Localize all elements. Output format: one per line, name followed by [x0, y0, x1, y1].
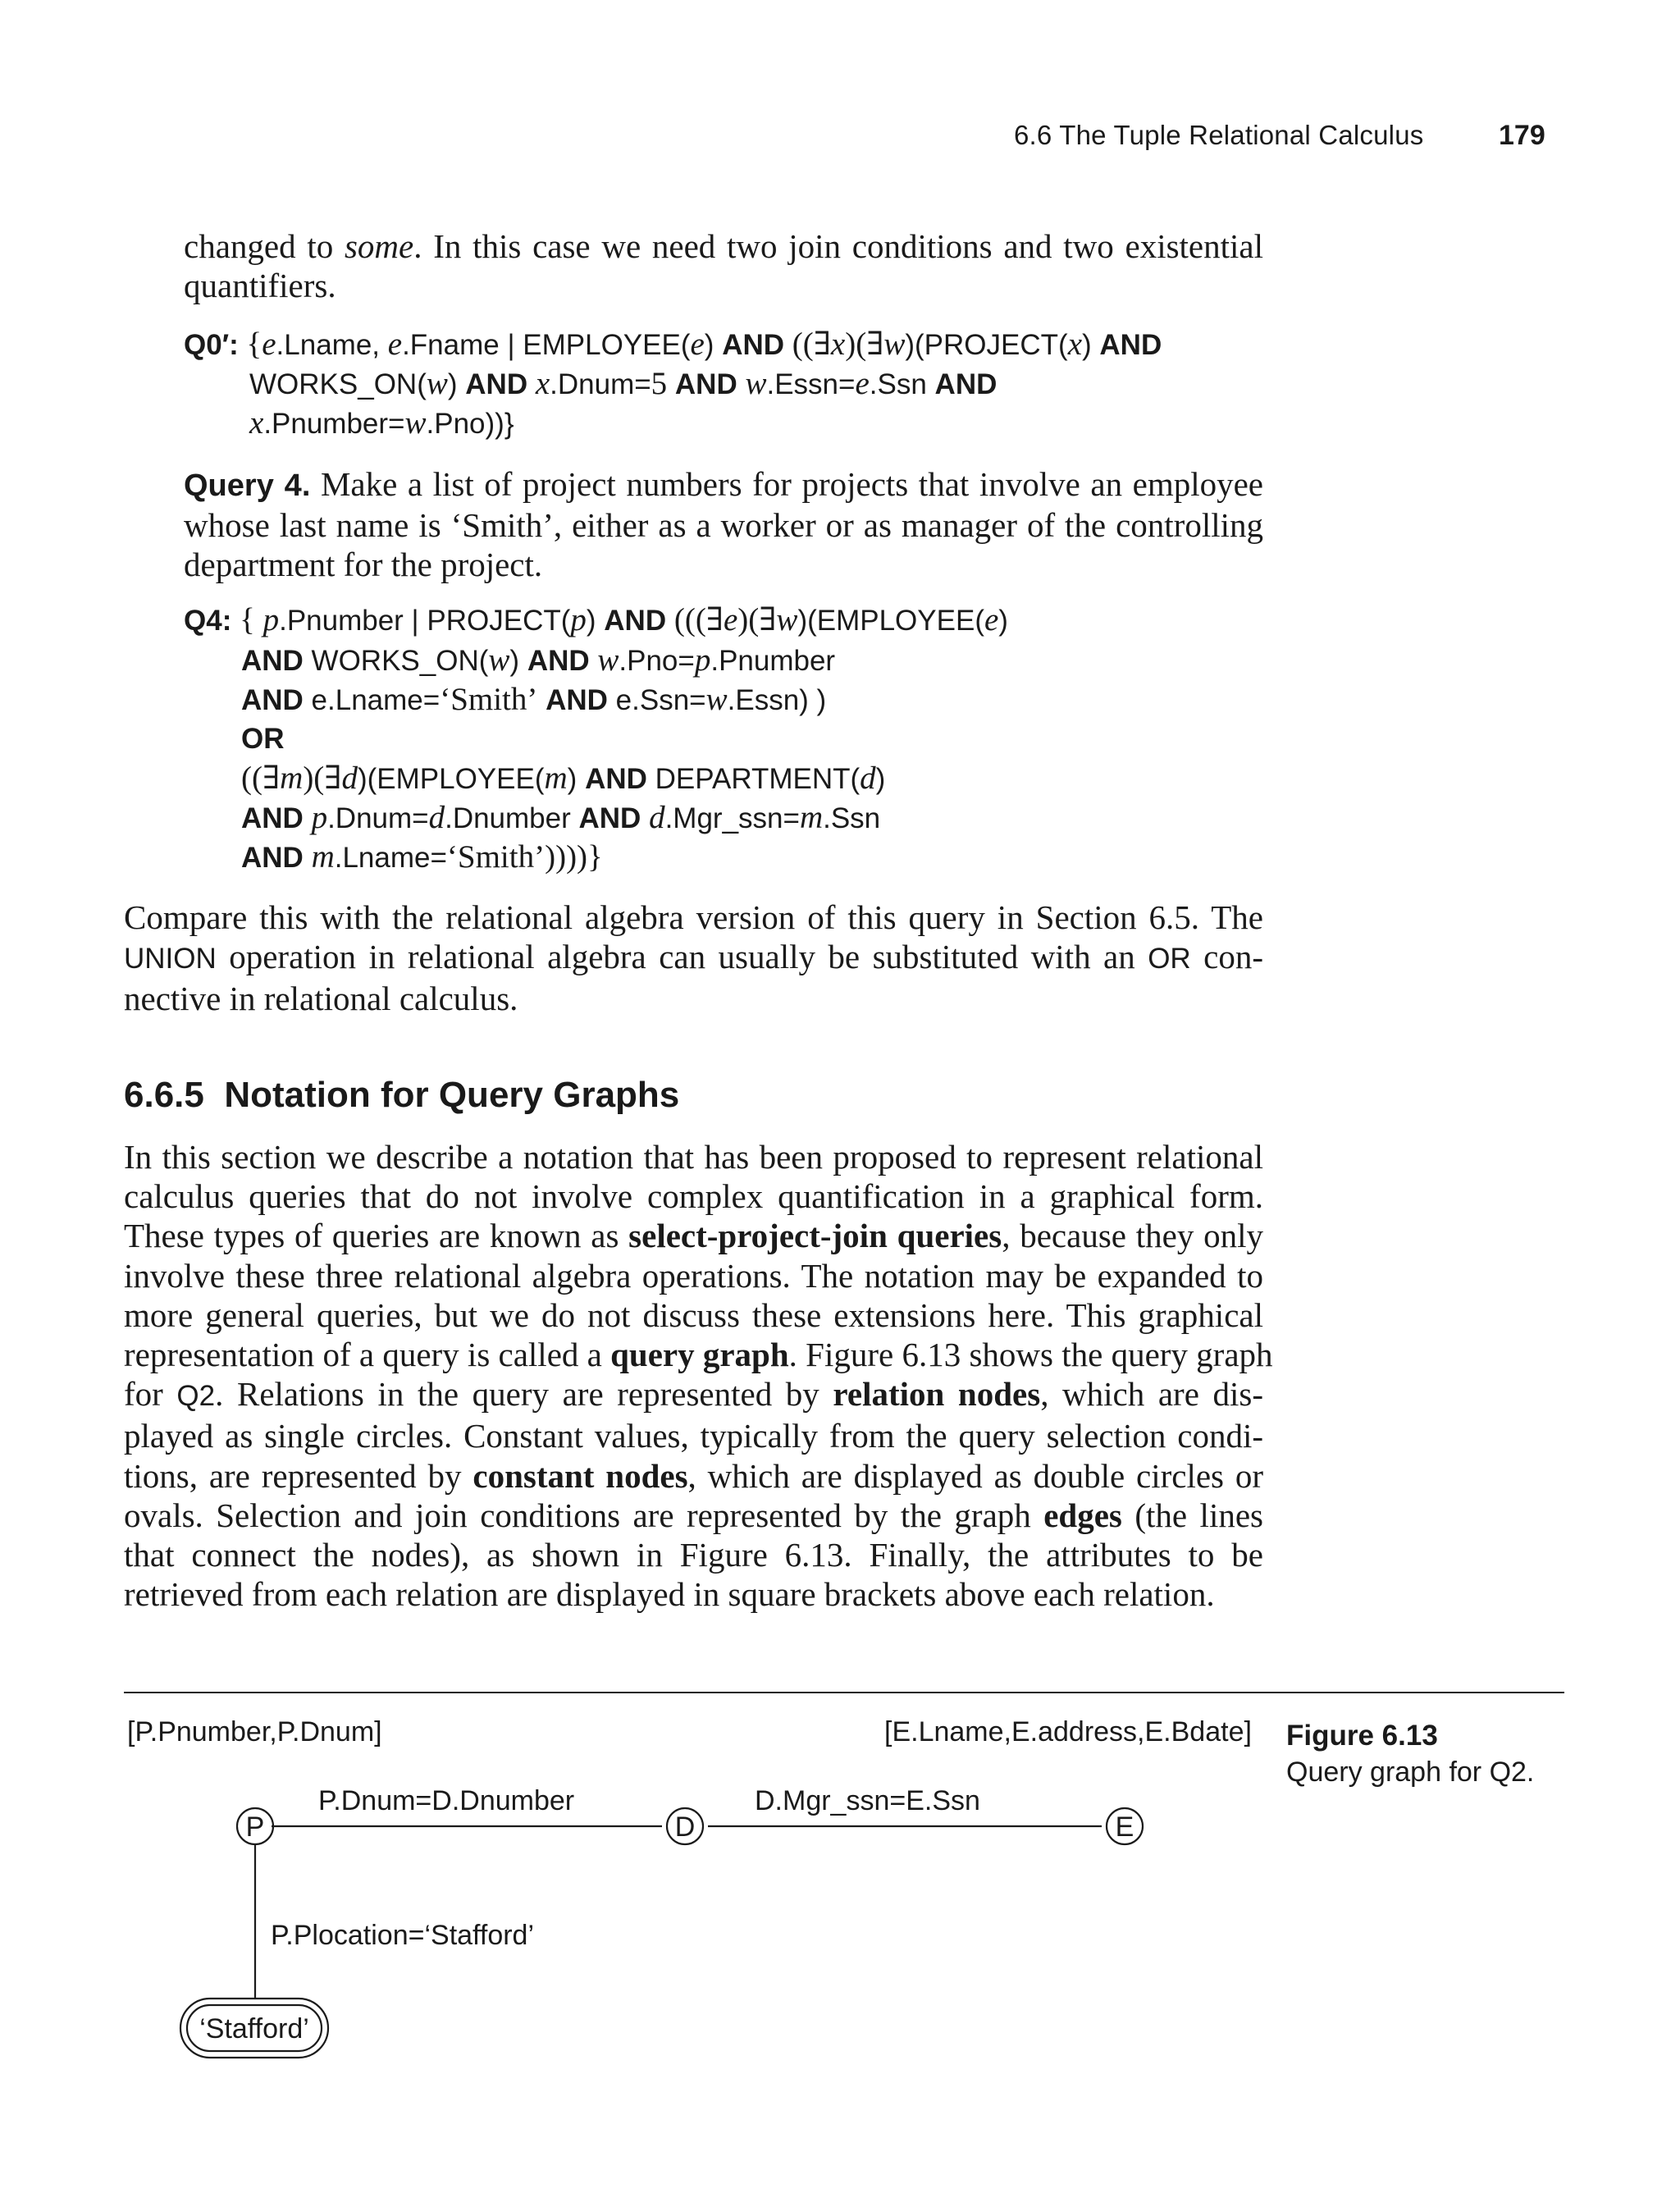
- query-token: p: [311, 800, 328, 835]
- query-token: d: [341, 761, 358, 796]
- query-token: w: [883, 327, 906, 362]
- attr-list-p: [P.Pnumber,P.Dnum]: [127, 1716, 382, 1747]
- query-token: .Pnumber=: [263, 408, 405, 440]
- query-token: x: [249, 405, 264, 441]
- query-token: .Pno=: [619, 645, 695, 677]
- query-token: e: [262, 327, 276, 362]
- query-token: AND: [585, 763, 647, 795]
- query-token: x: [830, 327, 846, 362]
- body-line-4: involve these three relational algebra operations. The notation may be expanded to: [124, 1256, 1263, 1295]
- query-token: .Pno))}: [426, 408, 514, 440]
- compare-line-3: nective in relational calculus.: [124, 980, 518, 1018]
- query-token: .Essn=: [766, 368, 856, 400]
- query-token: ): [509, 645, 527, 677]
- query-token: AND: [527, 645, 590, 677]
- query-token: e.Lname=: [303, 684, 441, 716]
- query-token: WORKS_ON(: [249, 368, 427, 400]
- query-token: AND: [465, 368, 528, 400]
- q0-line-3: [249, 404, 514, 444]
- page-number: 179: [1499, 120, 1545, 151]
- q4-line-7: [241, 838, 603, 878]
- section-heading: [124, 1075, 679, 1116]
- body-line-7: for Q2. Relations in the query are represented by relation nodes, which are dis-: [124, 1375, 1264, 1414]
- term-select-project-join: select-project-join queries: [628, 1217, 1002, 1255]
- query4-line-2: whose last name is ‘Smith’, either as a worker or as manager of the controlling: [184, 506, 1263, 545]
- query-token: )(∃: [845, 327, 884, 362]
- query-token: AND: [1099, 329, 1162, 361]
- query-token: w: [776, 602, 798, 637]
- body-line-1: In this section we describe a notation that has been proposed to represent relational: [124, 1138, 1263, 1176]
- query-token: ((∃: [784, 327, 831, 362]
- query-token: .Dnum=: [327, 802, 429, 834]
- query-token: [304, 842, 312, 874]
- query-graph-figure: [0, 1693, 1680, 2202]
- query-token: .Pnumber: [710, 645, 836, 677]
- query-token: e: [855, 366, 870, 401]
- node-e-label: E: [1115, 1811, 1134, 1843]
- node-d-label: D: [674, 1811, 696, 1843]
- query-token: x: [535, 366, 550, 401]
- query-token: ((∃: [241, 761, 281, 796]
- query-token: ‘Smith’: [440, 682, 538, 717]
- query-token: w: [705, 682, 728, 717]
- node-p-label: P: [245, 1811, 265, 1843]
- figure-title: Figure 6.13: [1286, 1720, 1438, 1752]
- query-token: [304, 802, 312, 834]
- union-keyword: UNION: [124, 943, 217, 975]
- section-number: 6.6.5: [124, 1075, 204, 1115]
- query-token: AND: [722, 329, 785, 361]
- term-constant-nodes: constant nodes: [472, 1456, 688, 1495]
- query-token: ): [586, 605, 605, 637]
- query-token: .Fname | EMPLOYEE(: [402, 329, 691, 361]
- query-token: WORKS_ON(: [303, 645, 489, 677]
- query-token: )(PROJECT(: [905, 329, 1068, 361]
- query-token: DEPARTMENT(: [646, 763, 861, 795]
- query-token: AND: [241, 842, 304, 874]
- intro-paragraph: [184, 226, 1263, 305]
- query-token: .Ssn: [823, 802, 881, 834]
- q0-line-2: [249, 364, 997, 404]
- query-token: OR: [241, 723, 285, 755]
- running-head: 6.6 The Tuple Relational Calculus: [1014, 120, 1424, 150]
- query-token: w: [488, 642, 510, 678]
- query-token: AND: [241, 802, 304, 834]
- query-token: e: [984, 602, 999, 637]
- body-line-9: tions, are represented by constant nodes, which are displayed as double circles or: [124, 1456, 1263, 1495]
- edge-label-d-e: D.Mgr_ssn=E.Ssn: [755, 1785, 980, 1816]
- term-edges: edges: [1043, 1496, 1122, 1534]
- body-line-2: calculus queries that do not involve complex quantification in a graphical form.: [124, 1177, 1263, 1216]
- query-token: [590, 645, 598, 677]
- query-token: x: [1067, 327, 1082, 362]
- body-line-11: that connect the nodes), as shown in Figure 6.13. Finally, the attributes to be: [124, 1536, 1263, 1574]
- query-token: {: [231, 602, 263, 637]
- query-token: [527, 368, 536, 400]
- query-token: [641, 802, 649, 834]
- query-token: m: [799, 800, 824, 835]
- query-token: p: [694, 642, 711, 678]
- query-token: [667, 368, 675, 400]
- query-token: 5: [651, 366, 668, 401]
- q2-ref: Q2: [176, 1380, 216, 1413]
- query-token: .Ssn: [869, 368, 935, 400]
- query-token: p: [570, 602, 587, 637]
- q0-line-1-content: [239, 329, 1162, 361]
- query-token: AND: [578, 802, 641, 834]
- query-token: w: [597, 642, 619, 678]
- query4-label: Query 4.: [184, 468, 311, 503]
- query-token: m: [311, 839, 335, 875]
- query-token: ): [1082, 329, 1100, 361]
- intro-line-2: quantifiers.: [184, 267, 336, 305]
- constant-node-label: ‘Stafford’: [199, 2013, 309, 2044]
- query-token: AND: [241, 684, 304, 716]
- body-line-5: more general queries, but we do not discuss these extensions here. This graphical: [124, 1295, 1263, 1334]
- query-token: {: [238, 327, 262, 362]
- query-token: )(EMPLOYEE(: [797, 605, 984, 637]
- q4-line-1-content: [231, 602, 1008, 637]
- query-token: (((∃: [666, 602, 724, 637]
- q0-label: Q0′:: [184, 329, 239, 361]
- emphasis-some: some: [344, 227, 414, 265]
- query-token: AND: [674, 368, 737, 400]
- body-line-3: These types of queries are known as select-project-join queries, because they only: [124, 1217, 1263, 1255]
- body-line-8: played as single circles. Constant values, typically from the query selection condi-: [124, 1417, 1263, 1455]
- q4-line-2: [241, 641, 835, 681]
- term-query-graph: query graph: [610, 1336, 789, 1374]
- compare-line-1: Compare this with the relational algebra version of this query in Section 6.5. The: [124, 898, 1263, 936]
- q4-label: Q4:: [184, 605, 232, 637]
- query4-line-1: Query 4. Make a list of project numbers for projects that involve an employee: [184, 465, 1263, 503]
- query-token: p: [262, 602, 280, 637]
- compare-line-2: UNION operation in relational algebra can usually be substituted with an OR con-: [124, 938, 1263, 976]
- q4-line-3: [241, 680, 826, 720]
- query-token: d: [860, 761, 876, 796]
- query-token: )(EMPLOYEE(: [357, 763, 545, 795]
- query-token: w: [426, 366, 448, 401]
- body-line-6: representation of a query is called a query graph. Figure 6.13 shows the query graph: [124, 1336, 1273, 1374]
- attr-list-e: [E.Lname,E.address,E.Bdate]: [884, 1716, 1252, 1747]
- term-relation-nodes: relation nodes: [833, 1375, 1041, 1414]
- body-line-10: ovals. Selection and join conditions are represented by the graph edges (the lines: [124, 1496, 1263, 1534]
- query4-line-3: department for the project.: [184, 546, 543, 584]
- query-token: e: [690, 327, 705, 362]
- query-token: )(∃: [737, 602, 777, 637]
- query-token: AND: [546, 684, 608, 716]
- query-token: w: [745, 366, 767, 401]
- query-token: AND: [241, 645, 304, 677]
- query-token: d: [428, 800, 445, 835]
- body-line-12: retrieved from each relation are displayed in square brackets above each relation.: [124, 1575, 1215, 1614]
- query4-description: [184, 464, 1263, 585]
- or-keyword: OR: [1148, 943, 1191, 975]
- query-token: d: [649, 800, 665, 835]
- query-token: e: [387, 327, 403, 362]
- figure-caption: Query graph for Q2.: [1286, 1757, 1535, 1788]
- query-token: .Pnumber | PROJECT(: [279, 605, 571, 637]
- query-token: .Dnumber: [445, 802, 579, 834]
- edge-label-p-stafford: P.Plocation=‘Stafford’: [271, 1920, 535, 1951]
- query-token: ): [447, 368, 466, 400]
- query-token: m: [544, 761, 568, 796]
- query-token: .Essn) ): [727, 684, 827, 716]
- query-token: ‘Smith’))))}: [446, 839, 603, 875]
- q4-line-4: [241, 720, 285, 759]
- query-token: e: [723, 602, 738, 637]
- q0-line-1: [184, 325, 1162, 365]
- query-token: [737, 368, 746, 400]
- compare-paragraph: [124, 898, 1263, 1019]
- query-token: AND: [934, 368, 998, 400]
- query-token: .Mgr_ssn=: [664, 802, 800, 834]
- query-token: .Lname,: [276, 329, 388, 361]
- q4-line-6: [241, 798, 880, 838]
- query-token: .Lname=: [334, 842, 447, 874]
- query-token: )(∃: [303, 761, 342, 796]
- intro-line-1: changed to some. In this case we need two join conditions and two existential: [184, 227, 1263, 265]
- query-token: w: [404, 405, 427, 441]
- query-token: ): [704, 329, 723, 361]
- query-token: ): [998, 605, 1008, 637]
- query-token: m: [280, 761, 304, 796]
- query-token: AND: [604, 605, 667, 637]
- edge-label-p-d: P.Dnum=D.Dnumber: [318, 1785, 575, 1816]
- query-token: ): [567, 763, 586, 795]
- q4-line-5: [241, 759, 885, 799]
- query-token: .Dnum=: [550, 368, 651, 400]
- section-title: Notation for Query Graphs: [224, 1075, 680, 1115]
- body-paragraph: [124, 1137, 1273, 1614]
- query-token: ): [875, 763, 886, 795]
- q4-line-1: [184, 601, 1008, 641]
- query-token: [537, 684, 546, 716]
- query-token: e.Ssn=: [607, 684, 706, 716]
